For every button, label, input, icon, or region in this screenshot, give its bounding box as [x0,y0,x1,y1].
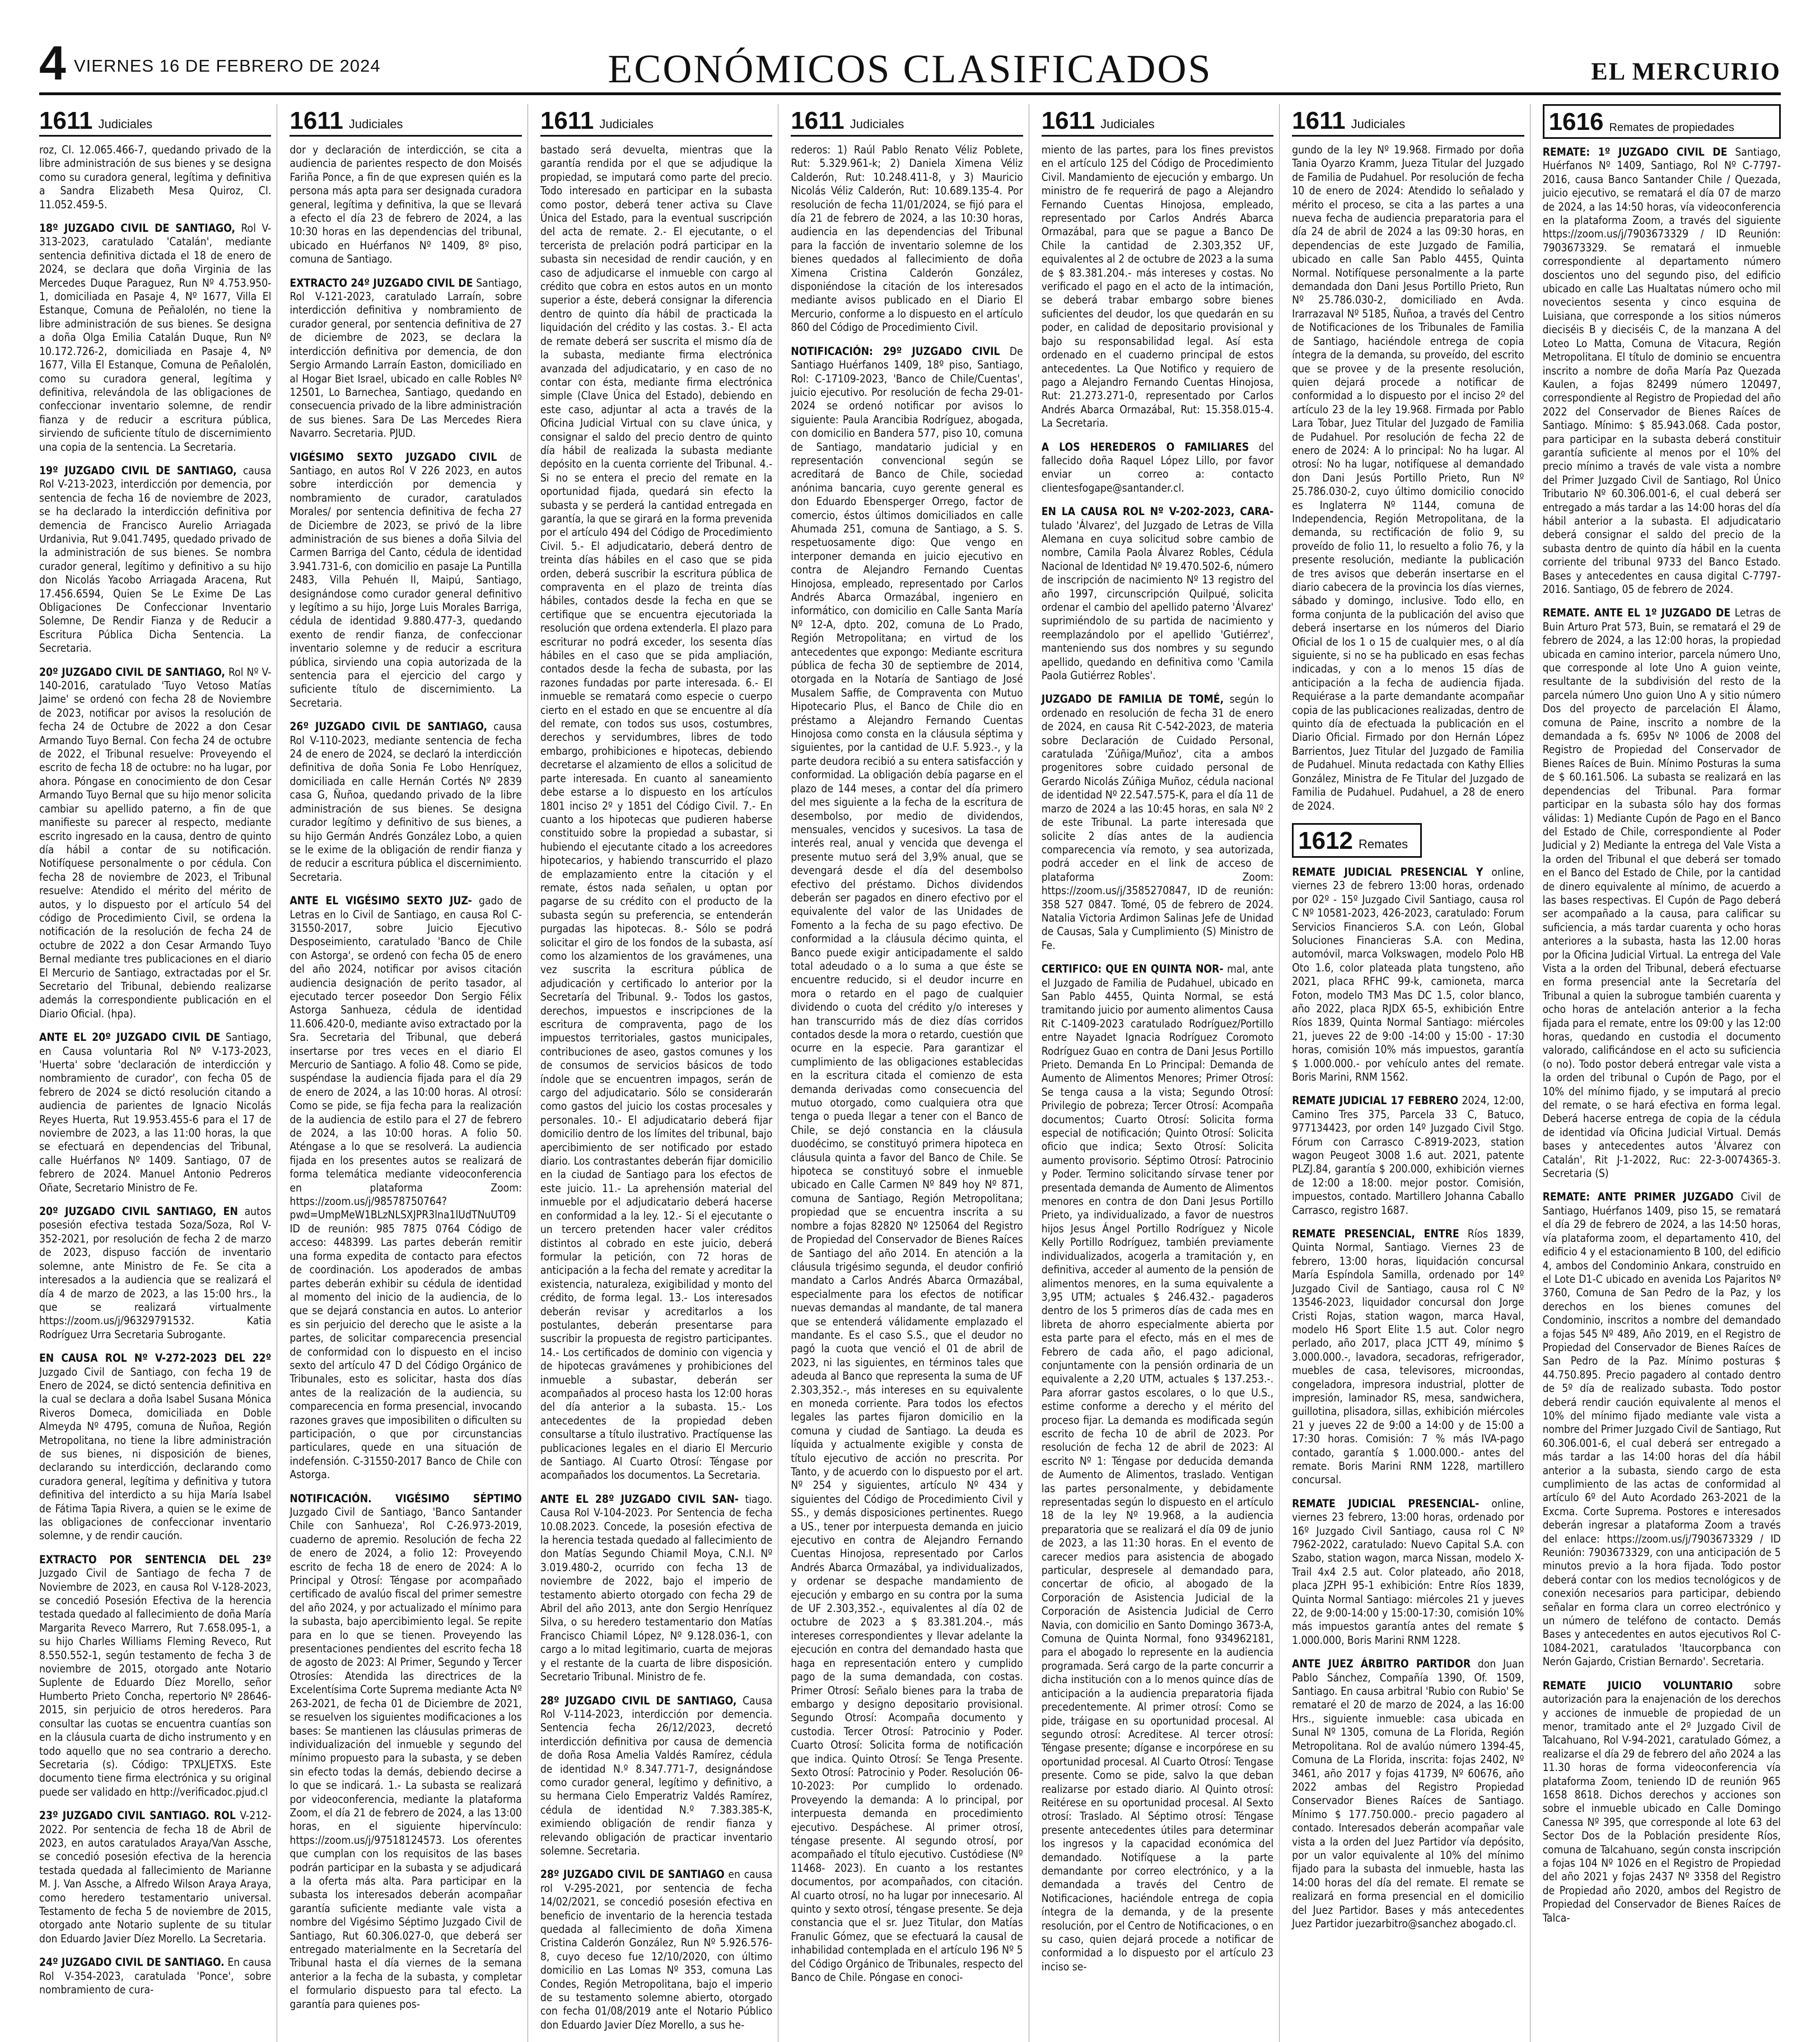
legal-notice [39,1553,271,1799]
category-label: Judiciales [1100,117,1155,131]
classified-column [791,104,1029,2042]
legal-notice [1543,1190,1781,1669]
legal-notice [1042,962,1273,1974]
legal-notice [1543,1679,1781,1925]
notice-body: miento de las partes, para los fines previstos en el artículo 125 del Código de Procedimiento Civil. Mandamiento de ejecución y embargo. Un ministro de fe requerirá de pago a Alejandro Fernando Cuentas Hinojosa, empleado, representado por Carlos Andrés Abarca Ormazábal, para que se pague a Banco De Chile la cantidad de 2.303,352 UF, equivalentes al 2 de octubre de 2023 a la suma de $ 83.381.204.- más intereses y costas. No verificado el pago en el acto de la intimación, se deberá trabar embargo sobre bienes suficientes del deudor, los que quedarán en su poder, en calidad de depositario provisional y bajo su responsabilidad legal. Así esta ordenado en el cuaderno principal de estos antecedentes. La Que Notifico y requiero de pago a Alejandro Fernando Cuentas Hinojosa, Rut: 21.273.271-0, representado por Carlos Andrés Abarca Ormazábal, Rut: 15.358.015-4. La Secretaria. [1041,143,1274,430]
column-header [791,104,1023,137]
notice-title: REMATE JUICIO VOLUNTARIO [1542,1679,1733,1692]
notice-title: 28º JUZGADO CIVIL DE SANTIAGO, [540,1694,737,1707]
notice-body: Santiago, en Causa voluntaria Rol Nº V-173-2023, 'Huerta' sobre 'declaración de interdicción y nombramiento de curador', con fecha 05 de febrero de 2024 se dictó resolución citando a audiencia de parientes de Ignacio Nicolás Reyes Huerta, Rut 19.953.455-6 para el 17 de noviembre de 2023, a las 11:00 horas, la que se efectuará en dependencias del Tribunal, calle Huérfanos Nº 1409. Santiago, 07 de febrero de 2024. Manuel Antonio Pedreros Oñate, Secretario Ministro de Fe. [39,1031,272,1194]
classified-column [39,104,277,2042]
category-code: 1611 [791,107,844,134]
notice-body: Juzgado Civil de Santiago, 'Banco Santander Chile con Sanhueza', Rol C-26.973-2019, cuaderno de apremio. Resolución de fecha 22 de enero de 2024, a folio 12: Proveyendo escrito de fecha 18 de enero de 2024: A lo Principal y Otrosí: Téngase por acompañado certificado de avalúo fiscal del primer semestre del año 2024, y por actualizado el mínimo para la subasta, bajo apercibimiento legal. Se repite para en lo que se tienen. Proveyendo las presentaciones pendientes del escrito fecha 18 de agosto de 2023: Al Primer, Segundo y Tercer Otrosíes: Atendida las directrices de la Excelentísima Corte Suprema mediante Acta Nº 263-2021, de fecha 01 de Diciembre de 2021, se resuelven los siguientes modificaciones a los bases: Se mantienen las cláusulas primeras de individualización del inmueble y segundo del mínimo propuesto para la subasta, y se deben sin efecto todas la demás, debiendo decirse a lo que se indicará. 1.- La subasta se realizará por videoconferencia, mediante la plataforma Zoom, el día 21 de febrero de 2024, a las 13:00 horas, en el siguiente hipervínculo: https://zoom.us/j/97518124573. Los oferentes que cumplan con los requisitos de las bases podrán participar en la subasta y se adjudicará a la oferta más alta. Para participar en la subasta los interesados deberán acompañar garantía suficiente mediante vale vista a nombre del Vigésimo Séptimo Juzgado Civil de Santiago, Rut 60.306.027-0, que deberá ser entregado materialmente en la Secretaría del Tribunal hasta el día viernes de la semana anterior a la fecha de la subasta, y completar el formulario dispuesto para tal efecto. La garantía para quienes pos- [290,1506,522,2011]
notice-body: según lo ordenado en resolución de fecha 31 de enero de 2024, en causa Rit C-542-2023, de materia sobre Declaración de Cuidado Personal, caratulada 'Zúñiga/Muñoz', cita a ambos progenitores sobre cuidado personal de Gerardo Nicolás Zúñiga Muñoz, cédula nacional de identidad Nº 22.547.575-K, para el día 11 de marzo de 2024 a las 10:45 horas, en sala Nº 2 de este Tribunal. La parte interesada que solicite 2 días antes de la audiencia comparecencia vía remoto, y sea autorizada, podrá acceder en el link de acceso de plataforma Zoom: https://zoom.us/j/3585270847, ID de reunión: 358 527 0847. Tomé, 05 de febrero de 2024. Natalia Victoria Ardimon Salinas Jefe de Unidad de Causas, Sala y Cumplimiento (S) Ministro de Fe. [1041,693,1274,952]
notice-body: mal, ante el Juzgado de Familia de Pudahuel, ubicado en San Pablo 4455, Quinta Normal, se está tramitando juicio por aumento alimentos Causa Rit C-1409-2023 caratulado Rodríguez/Portillo entre Nayadet Ignacia Rodríguez Coromoto Rodríguez Guao en contra de Dani Jesus Portillo Prieto. Demanda En Lo Principal: Demanda de Aumento de Alimentos Menores; Primer Otrosí: Se tenga causa a la vista; Segundo Otrosí: Privilegio de pobreza; Tercer Otrosí: Acompaña documentos; Cuarto Otrosí: Solicita forma especial de notificación; Quinto Otrosí: Solicita oficio que indica; Sexto Otrosí: Solicita aumento provisorio. Séptimo Otrosí: Patrocinio y Poder. Termino solicitando sírvase tener por presentada demanda de Aumento de Alimentos menores en contra de don Dani Jesus Portillo Prieto, ya individualizado, a favor de nuestros hijos Jesus Ángel Portillo Rodríguez y Nicole Kelly Portillo Rodríguez, también previamente individualizados, acogerla a tramitación y, en definitiva, acceder al aumento de la pensión de alimentos menores, en la suma equivalente a 3,95 UTM; actuales $ 246.432.- pagaderos dentro de los 5 primeros días de cada mes en libreta de ahorro especialmente abierta por esta parte para el efecto, más en el mes de Febrero de cada año, el pago adicional, conjuntamente con la pensión ordinaria de un equivalente a 2,20 UTM, actuales $ 137.253.-. Para aforrar gastos escolares, o lo que U.S., estime conforme a derecho y el mérito del proceso fijar. La demanda es modificada según escrito de fecha 10 de abril de 2023. Por resolución de fecha 12 de abril de 2023: Al escrito Nº 1: Téngase por deducida demanda de Aumento de Alimentos, traslado. Ventigan las partes personalmente, y debidamente representadas según lo dispuesto en el artículo 18 de la ley Nº 19.968, a la audiencia preparatoria que se realizará el día 09 de junio de 2023, a las 11:30 horas. En el evento de carecer medios para asistencia de abogado particular, despresele al demandado para, concertar de oficio, al abogado de la Corporación de Asistencia Judicial de la Corporación de Asistencia Judicial de Cerro Navia, con domicilio en Santo Domingo 3673-A, Comuna de Quinta Normal, fono 934962181, para el abogado lo represente en la audiencia programada. Será cargo de la parte concurrir a dicha institución con a lo menos quince días de anticipación a la audiencia preparatoria fijada precedentemente. Al primer otrosí: Como se pide, tráigase en su oportunidad procesal. Al segundo otrosí: Acreditese. Al tercer otrosí: Téngase presente; díganse e incorpórese en su oportunidad procesal. Al Cuarto Otrosí: Tengase presente. Como se pide, salvo la que deban realizarse por estado diario. Al Quinto otrosí: Reitérese en su oportunidad procesal. Al Sexto otrosí: Traslado. Al Séptimo otrosí: Téngase presente antecedentes útiles para determinar los ingresos y la capacidad económica del demandado. Notifíquese a la parte demandante por correo electrónico, y a la demandada a través del Centro de Notificaciones, haciéndole entrega de copia íntegra de la demanda, y de la presente resolución, por el Centro de Notificaciones, o en su caso, quien dejará procede a notificar de conformidad a lo dispuesto por el artículo 23 inciso se- [1041,962,1274,1973]
column-header [290,104,521,137]
notice-body: 2024, 12:00, Camino Tres 375, Parcela 33 C, Batuco, 977134423, por orden 14º Juzgado Civil Stgo. Fórum con Carrasco C-8919-2023, station wagon Peugeot 3008 1.6 aut. 2021, patente PLZJ.84, garantía $ 200.000, exhibición viernes de 12:00 a 18:00. mejor postor. Comisión, impuestos, contado. Martillero Johanna Caballo Carrasco, registro 1687. [1292,1094,1524,1217]
notice-body: autos posesión efectiva testada Soza/Soza, Rol V-352-2021, por resolución de fecha 2 de marzo de 2023, dispuso facción de inventario solemne, ante Ministro de Fe. Se cita a interesados a la audiencia que se realizará el día 4 de marzo de 2023, a las 15:00 hrs., la que se realizará virtualmente https://zoom.us/j/96329791532. Katia Rodríguez Urra Secretaria Subrogante. [39,1205,272,1341]
notice-body: tulado 'Álvarez', del Juzgado de Letras de Villa Alemana en cuya solicitud sobre cambio de nombre, Camila Paola Álvarez Robles, Cédula Nacional de Identidad Nº 19.470.502-6, número de inscripción de nacimiento Nº 13 registro del año 1997, circunscripción Quilpué, solicita ordenar el cambio del apellido paterno 'Álvarez' suprimiéndolo de su partida de nacimiento y reemplazándolo por el apellido 'Gutiérrez', manteniendo sus dos nombres y su segundo apellido, quedando en definitiva como 'Camila Paola Gutiérrez Robles'. [1041,518,1274,683]
notice-body: online, viernes 23 febrero, 13:00 horas, ordenado por 16º Juzgado Civil Santiago, causa rol C Nº 7962-2022, caratulado: Nuevo Capital S.A. con Szabo, station wagon, marca Nissan, modelo X-Trail 4x4 2.5 aut. Color plateado, año 2018, placa JZPH 95-1 exhibición: Entre Ríos 1839, Quinta Normal Santiago: miércoles 21 y jueves 22, de 9:00-14:00 y 15:00-17:30, comisión 10% más impuestos garantía antes del remate $ 1.000.000, Boris Marini RNM 1228. [1292,1497,1524,1647]
category-label: Judiciales [98,117,153,131]
legal-notice [290,720,521,884]
notice-title: REMATE JUDICIAL PRESENCIAL Y [1292,865,1483,879]
section-title: ECONÓMICOS CLASIFICADOS [608,46,1212,91]
notice-title: REMATE PRESENCIAL, ENTRE [1292,1227,1459,1241]
column-header [1292,104,1524,137]
legal-notice [39,666,271,1021]
legal-notice [540,1694,772,1858]
notice-body: Santiago, Huérfanos Nº 1409, Santiago, Rol Nº C-7797-2016, causa Banco Santander Chile / Quezada, juicio ejecutivo, se rematará el día 07 de marzo de 2024, a las 14:50 horas, vía videoconferencia en la plataforma Zoom, a través del siguiente https://zoom.us/j/7903673329 / ID Reunión: 7903673329. Se rematará el inmueble correspondiente al departamento número doscientos uno del segundo piso, del edificio ubicado en calle Las Hualtatas número ocho mil novecientos sesenta y cinco esquina de Luisiana, que corresponde a los sitios números dieciséis B y dieciséis C, de la manzana A del Loteo Lo Matta, Comuna de Vitacura, Región Metropolitana. El título de dominio se encuentra inscrito a nombre de doña María Paz Quezada Kaulen, a fojas 82499 número 120497, correspondiente al Registro de Propiedad del año 2022 del Conservador de Bienes Raíces de Santiago. Mínimo: $ 85.943.068. Cada postor, para participar en la subasta deberá constituir garantía suficiente al menos por el 10% del precio mínimo a través de vale vista a nombre del Primer Juzgado Civil de Santiago, Rol Único Tributario Nº 60.306.001-6, el cual deberá ser entregado a más tardar a las 14:00 horas del día hábil anterior a la subasta. El adjudicatario deberá consignar el saldo del precio de la subasta dentro de quinto día hábil en la cuenta corriente del tribunal 9733 del Banco Estado. Bases y antecedentes en causa digital C-7797-2016. Santiago, 05 de febrero de 2024. [1542,146,1781,596]
legal-notice [39,1809,271,1946]
legal-notice [1042,505,1273,683]
classified-column [540,104,778,2042]
notice-body: gado de Letras en lo Civil de Santiago, en causa Rol C-31550-2017, sobre Juicio Ejecutivo Desposeimiento, caratulado 'Banco de Chile con Astorga', se ordenó con fecha 05 de enero del año 2024, notificar por avisos citación audiencia designación de perito tasador, al ejecutado tercer poseedor Don Sergio Félix Astorga Sanhueza, cédula de identidad 11.606.420-0, mediante aviso extractado por la Sra. Secretaria del Tribunal, que deberá insertarse por tres veces en el diario El Mercurio de Santiago. A folio 48. Como se pide, suspéndase la audiencia fijada para el día 29 de enero de 2024, a las 10:00 horas. Al otrosí: Como se pide, se fija fecha para la realización de la audiencia de estilo para el 27 de febrero de 2024, a las 10:00 horas. A folio 50. Aténgase a lo que se resolverá. La audiencia fijada en los presentes autos se realizará de forma telemática mediante videoconferencia en plataforma Zoom: https://zoom.us/j/98578750764?pwd=UmpMeW1BLzNLSXJPR3lna1lUdTNuUT09 ID de reunión: 985 7875 0764 Código de acceso: 448399. Las partes deberán remitir una forma expedita de contacto para efectos de coordinación. Los apoderados de ambas partes deberán exhibir su cédula de identidad al momento del inicio de la audiencia, de lo que se dejará constancia en autos. Lo anterior es sin perjuicio del derecho que le asiste a la partes, de solicitar comparecencia presencial de conformidad con lo dispuesto en el inciso sexto del artículo 47 D del Código Orgánico de Tribunales, esto es solicitar, hasta dos días antes de la realización de la audiencia, su comparecencia en forma presencial, invocando razones graves que imposibiliten o dificulten su participación, o que por circunstancias particulares, quede en una situación de indefensión. C-31550-2017 Banco de Chile con Astorga. [290,894,522,1482]
column-header [39,104,271,137]
notice-body: rederos: 1) Raúl Pablo Renato Véliz Poblete, Rut: 5.329.961-k; 2) Daniela Ximena Véliz Calderón, Rut: 10.248.411-8, y 3) Mauricio Nicolás Véliz Calderón, Rut: 10.689.135-4. Por resolución de fecha 11/01/2024, se fijó para el día 21 de febrero de 2024, a las 10:30 horas, audiencia en las dependencias del Tribunal para la facción de inventario solemne de los bienes quedados al fallecimiento de doña Ximena Cristina Calderón González, disponiéndose la citación de los interesados mediante avisos publicado en el Diario El Mercurio, conforme a lo dispuesto en el artículo 860 del Código de Procedimiento Civil. [791,143,1023,334]
legal-notice [39,1352,271,1543]
notice-body: gundo de la ley Nº 19.968. Firmado por doña Tania Oyarzo Kramm, Jueza Titular del Juzgado de Familia de Pudahuel. Por resolución de fecha 10 de enero de 2024: Atendido lo señalado y mérito el proceso, se cita a las partes a una nueva fecha de audiencia preparatoria para el día 24 de abril de 2024 a las 09:30 horas, en dependencias de este Juzgado de Familia, ubicado en calle San Pablo 4455, Quinta Normal. Notifíquese personalmente a la parte demandada don Dani Jesus Portillo Prieto, Run Nº 25.786.030-2, domiciliado en Avda. Irarrazaval Nº 5185, Ñuñoa, a través del Centro de Notificaciones de los Tribunales de Familia de Santiago, haciéndole entrega de copia íntegra de la demanda, su proveído, del escrito que se provee y de la presente resolución, quien dejará procede a notificar de conformidad a lo dispuesto por el inciso 2º del artículo 23 de la ley 19.968. Firmada por Pablo Lara Tobar, Juez Titular del Juzgado de Familia de Pudahuel. Por resolución de fecha 22 de enero de 2024: A lo principal: No ha lugar. Al otrosí: No ha lugar, notifíquese al demandado don Dani Jesús Portillo Prieto, Run Nº 25.786.030-2, cuyo último domicilio conocido es Inglaterra Nº 1144, comuna de Independencia, Región Metropolitana, de la demanda, su rectificación de folio 9, su proveído de folio 11, lo resuelto a folio 76, y la presente resolución, mediante la publicación de tres avisos que deberán insertarse en el diario cabecera de la provincia los días viernes, sábado y domingo, inclusive. Todo ello, en forma conjunta de la publicación del aviso que deberá insertarse en los números del Diario Oficial de los 1 o 15 de cualquier mes, o al día siguiente, si no se ha publicado en esas fechas indicadas, y con a lo menos 15 días de anticipación a la fecha de audiencia fijada. Requiérase a la parte demandante acompañar copia de las publicaciones realizadas, dentro de quinto día de efectuada la publicación en el Diario Oficial. Firmado por don Hernán López Barrientos, Juez Titular del Juzgado de Familia de Pudahuel. Minuta redactada con Kathy Ellies González, Ministra de Fe Titular del Juzgado de Familia de Pudahuel. Pudahuel, a 28 de enero de 2024. [1292,143,1524,812]
legal-notice [1292,1497,1524,1647]
notice-title: 19º JUZGADO CIVIL DE SANTIAGO, [39,464,237,477]
page-date: VIERNES 16 DE FEBRERO DE 2024 [74,56,381,76]
notice-title: CERTIFICO: QUE EN QUINTA NOR- [1041,962,1224,976]
legal-notice [290,143,521,267]
classified-column [1543,104,1781,2042]
notice-title: 28º JUZGADO CIVIL DE SANTIAGO [540,1868,725,1881]
notice-title: 26º JUZGADO CIVIL DE SANTIAGO, [290,720,488,733]
notice-body: Santiago, Rol V-121-2023, caratulado Larraín, sobre interdicción definitiva y nombramiento de curador general, por sentencia definitiva de 27 de diciembre de 2023, se declara la interdicción definitiva por demencia, de don Sergio Armando Larraín Easton, domiciliado en al Hogar Biet Israel, ubicado en calle Robles Nº 12501, Lo Barnechea, Santiago, quedando en consecuencia privado de la libre administración de sus bienes. Sara De Las Mercedes Riera Navarro. Secretaria. PJUD. [290,276,522,440]
legal-notice [39,1956,271,1997]
category-code: 1611 [290,107,343,134]
notice-title: 23º JUZGADO CIVIL SANTIAGO. ROL [39,1809,236,1823]
legal-notice [290,894,521,1482]
notice-body: causa Rol V-213-2023, interdicción por demencia, por sentencia de fecha 16 de noviembre de 2023, se ha declarado la interdicción definitiva por demencia de Francisco Aurelio Arriagada Urdanivia, Rut 9.041.7495, quedado privado de la administración de sus bienes. Se nombra curador general, legítimo y definitivo a su hijo don Nicolás Yacobo Arriagada Aracena, Rut 17.456.6594, Quien Se Le Exime De Las Obligaciones De Confeccionar Inventario Solemne, De Rendir Fianza y de Reducir a Escritura Pública Dicha Sentencia. La Secretaria. [39,464,272,655]
legal-notice [1292,1094,1524,1217]
legal-notice [791,345,1023,1985]
legal-notice [1042,693,1273,952]
notice-body: Ríos 1839, Quinta Normal, Santiago. Viernes 23 de febrero, 13:00 horas, liquidación concursal María Espíndola Samilla, ordenado por 14º Juzgado Civil de Santiago, causa rol C Nº 13546-2023, liquidador concursal don Jorge Cristi Rojas, station wagon, marca Haval, modelo H6 Sport Elite 1.5 aut. Color negro perlado, año 2017, placa JCTT 49, mínimo $ 3.000.000.-, lavadora, secadoras, refrigerador, muebles de casa, televisores, microondas, congeladora, impresora industrial, plotter de impresión, laminador RS, mesa, sandwichera, guillotina, plisadora, sillas, exhibición miércoles 21 y jueves 22 de 9:00 a 14:00 y de 15:00 a 17:30 horas. Comisión: 7 % más IVA-pago contado, garantía $ 1.000.000.- antes del remate. Boris Marini RNM 1228, martillero concursal. [1292,1227,1524,1487]
column-header [540,104,772,137]
notice-title: REMATE: ANTE PRIMER JUZGADO [1542,1190,1734,1204]
notice-title: ANTE EL VIGÉSIMO SEXTO JUZ- [290,894,472,908]
notice-body: causa Rol V-110-2023, mediante sentencia de fecha 24 de enero de 2024, se declaró la interdicción definitiva de doña Sonia Fe Lobo Henríquez, domiciliada en calle Hernán Cortés Nº 2839 casa G, Ñuñoa, quedando privado de la libre administración de sus bienes. Se designa curador legítimo y definitivo de sus bienes, a su hijo Germán Andrés González Lobo, a quien se le exime de la obligación de rendir fianza y de reducir a escritura pública el discernimiento. Secretaria. [290,720,522,884]
notice-title: REMATE: 1º JUZGADO CIVIL DE [1542,146,1728,158]
notice-title: JUZGADO DE FAMILIA DE TOMÉ, [1041,693,1224,706]
category-code: 1611 [1292,107,1346,134]
legal-notice [290,451,521,711]
column-header [1042,104,1273,137]
subsection-header [1292,823,1422,858]
notice-title: EN LA CAUSA ROL Nº V-202-2023, CARA- [1041,505,1274,518]
legal-notice [290,1492,521,2011]
notice-body: Causa Rol V-114-2023, interdicción por demencia. Sentencia fecha 26/12/2023, decretó interdicción definitiva por causa de demencia de doña Rosa Amelia Valdés Ramírez, cédula de identidad N.º 8.347.771-7, designándose como curador general, legítimo y definitivo, a su hermana Cielo Emperatriz Valdés Ramírez, cédula de identidad N.º 7.383.385-K, eximiendo obligación de rendir fianza y relevando obligación de practicar inventario solemne. Secretaria. [540,1694,773,1857]
notice-body: sobre autorización para la enajenación de los derechos y acciones de inmueble de propiedad de un menor, tramitado ante el 2º Juzgado Civil de Talcahuano, Rol V-94-2021, caratulado Gómez, a realizarse el día 29 de febrero del año 2024 a las 11.30 horas de forma videoconferencia vía plataforma Zoom, teniendo ID de reunión 965 1658 8618. Dichos derechos y acciones son sobre el inmueble ubicado en Calle Domingo Canessa Nº 395, que corresponde al lote 63 del Sector Dos de la Población presidente Ríos, comuna de Talcahuano, según consta inscripción a fojas 104 Nº 1026 en el Registro de Propiedad del año 2021 y fojas 2437 Nº 3358 del Registro de Propiedad año 2020, ambos del Registro de Propiedad del Conservador de Bienes Raíces de Talca- [1542,1679,1781,1924]
legal-notice [1292,143,1524,813]
notice-title: 24º JUZGADO CIVIL DE SANTIAGO. [39,1956,225,1969]
category-code: 1611 [540,107,594,134]
notice-title: EN CAUSA ROL Nº V-272-2023 DEL 22º [39,1352,272,1365]
notice-title: 20º JUZGADO CIVIL SANTIAGO, EN [39,1205,238,1218]
notice-body: dor y declaración de interdicción, se cita a audiencia de parientes respecto de don Moisés Fariña Ponce, a fin de que expresen quién es la persona más apta para ser designada curadora general, legítima y definitiva, la que se llevará a efecto el día 23 de febrero de 2024, a las 10:30 horas en las dependencias del tribunal, ubicado en Huérfanos Nº 1409, 8º piso, comuna de Santiago. [290,143,522,266]
notice-body: roz, CI. 12.065.466-7, quedando privado de la libre administración de sus bienes y se designa como su curadora general, legítima y definitiva a Sandra Elizabeth Mesa Quiroz, CI. 11.052.459-5. [39,143,272,211]
masthead [39,34,1781,95]
legal-notice [290,277,521,441]
newspaper-brand: EL MERCURIO [1591,58,1781,85]
notice-body: Letras de Buin Arturo Prat 573, Buin, se rematará el 29 de febrero de 2024, a las 12:00 horas, la propiedad ubicada en camino interior, parcela número Uno, que corresponde al lote Uno A guion veinte, resultante de la subdivisión del resto de la parcela número Uno guion Uno A y sitio número Dos del proyecto de parcelación El Álamo, comuna de Paine, inscrito a nombre de la demandada a fs. 695v Nº 1006 de 2008 del Registro de Propiedad del Conservador de Bienes Raíces de Buin. Mínimo Posturas la suma de $ 60.161.506. La subasta se realizará en las dependencias del Tribunal. Para formar participar en la subasta sólo hay dos formas válidas: 1) Mediante Cupón de Pago en el Banco del Estado de Chile, correspondiente al Poder Judicial y 2) Mediante la entrega del Vale Vista a la orden del Tribunal el que deberá ser tomado en el Banco del Estado de Chile, por la cantidad de dinero equivalente al mínimo, de acuerdo a las bases respectivas. El Cupón de Pago deberá ser acompañado a la causa, para calificar su suficiencia, a más tardar cuarenta y ocho horas anteriores a la subasta, hasta las 12.00 horas por la Oficina Judicial Virtual. La entrega del Vale Vista a la orden del Tribunal, deberá efectuarse en forma presencial ante la Secretaría del Tribunal a quien la subrogue también cuarenta y ocho horas de antelación anterior a la fecha fijada para el remate, entre los 09:00 y las 12:00 horas, quedando en custodia el documento valorado, calificándose en el acto su suficiencia (o no). Todo postor deberá entregar vale vista a la orden del tribunal o Cupón de Pago, por el 10% del mínimo fijado, y se imputará al precio del remate, o se hará efectiva en forma legal. Deberá hacerse entrega de copia de la cédula de identidad vía Oficina Judicial Virtual. Demás bases y antecedentes autos 'Álvarez con Catalán', Rit J-1-2022, Ruc: 22-3-0074365-3. Secretaria (S) [1542,606,1781,1180]
category-label: Remates [1359,837,1408,851]
notice-title: ANTE EL 28º JUZGADO CIVIL SAN- [540,1492,739,1506]
notice-body: en causa rol V-295-2021, por sentencia de fecha 14/02/2021, se concedió posesión efectiva en beneficio de inventario de la herencia testada quedada al fallecimiento de doña Ximena Cristina Calderón González, Run Nº 5.926.576-8, cuyo deceso fue 12/10/2020, con último domicilio en Las Lomas Nº 353, comuna Las Condes, Región Metropolitana, bajo el imperio de su testamento solemne abierto, otorgado con fecha 01/08/2019 ante el Notario Público don Eduardo Javier Díez Morello, a sus he- [540,1868,773,2031]
notice-body: V-212-2022. Por sentencia de fecha 18 de Abril de 2023, en autos caratulados Araya/Van Assche, se concedió posesión efectiva de la herencia testada quedada al fallecimiento de Marianne M. J. Van Assche, a Alfredo Wilson Araya Araya, como heredero testamentario universal. Testamento de fecha 5 de noviembre de 2015, otorgado ante Notario suplente de su titular don Eduardo Javier Díez Morello. La Secretaria. [39,1809,272,1945]
legal-notice [540,1868,772,2032]
legal-notice [791,143,1023,335]
notice-body: online, viernes 23 de febrero 13:00 horas, ordenado por 02º - 15º Juzgado Civil Santiago, causa rol C Nº 10581-2023, 426-2023, caratulado: Forum Servicios Financieros S.A. con León, Global Soluciones Financieras S.A. con Medina, automóvil, marca Volkswagen, modelo Polo HB Oto 1.6, color plateada plata tungsteno, año 2021, placa RFHC 99-k, camioneta, marca Foton, modelo TM3 Mas DC 1.5, color blanco, año 2022, placa RJDX 65-5, exhibición Entre Ríos 1839, Quinta Normal Santiago: miércoles 21, jueves 22 de 9:00 -14:00 y 15:00 - 17:30 horas, comisión 10% más impuestos, garantía $ 1.000.000.- por vehículo antes del remate. Boris Marini, RNM 1562. [1292,865,1524,1083]
classifieds-columns [39,104,1781,2031]
notice-body: Rol Nº V-140-2016, caratulado 'Tuyo Vetoso Matías Jaime' se ordenó con fecha 28 de Noviembre de 2023, notificar por avisos la resolución de fecha 24 de Octubre de 2022 a don Cesar Armando Tuyo Bernal. Con fecha 24 de octubre de 2022, el Tribunal resuelve: Proveyendo el escrito de fecha 18 de octubre: no ha lugar, por ahora. Póngase en conocimiento de don Cesar Armando Tuyo Bernal que su hijo menor solicita cambiar su apellido paterno, a fin de que manifieste su parecer al respecto, mediante escrito ingresado en la causa, dentro de quinto día hábil a contar de su notificación. Notifíquese personalmente o por cédula. Con fecha 28 de noviembre de 2023, el Tribunal resuelve: Atendido el mérito del mérito de autos, y lo dispuesto por el artículo 54 del código de Procedimiento Civil, se ordena la notificación de la resolución de fecha 24 de octubre de 2022 a don Cesar Armando Tuyo Bernal mediante tres publicaciones en el diario El Mercurio de Santiago, extractadas por el Sr. Secretario del Tribunal, debiendo realizarse además la correspondiente publicación en el Diario Oficial. (hpa). [39,665,272,1020]
notice-title: NOTIFICACIÓN: 29º JUZGADO CIVIL [791,344,1000,358]
notice-title: ANTE EL 20º JUZGADO CIVIL DE [39,1031,221,1044]
notice-title: A LOS HEREDEROS O FAMILIARES [1041,440,1249,454]
category-label: Judiciales [348,117,403,131]
category-code: 1616 [1548,108,1604,135]
category-label: Judiciales [850,117,904,131]
notice-title: REMATE JUDICIAL 17 FEBRERO [1292,1094,1459,1108]
legal-notice [1543,606,1781,1180]
notice-body: Civil de Santiago, Huérfanos 1409, piso 15, se rematará el día 29 de febrero de 2024, a las 14:50 horas, vía plataforma zoom, el departamento 410, del edificio 4 y el estacionamiento B 100, del edificio 4, ambos del Condominio Ankara, construido en el Lote D1-C ubicado en avenida Los Pajaritos Nº 3760, Comuna de San Pedro de la Paz, y los derechos en los bienes comunes del Condominio, inscritos a nombre del demandado a fojas 545 Nº 489, Año 2019, en el Registro de Propiedad del Conservador de Bienes Raíces de San Pedro de la Paz. Mínimo posturas $ 44.750.895. Precio pagadero al contado dentro de 5º día de realizado subasta. Todo postor deberá rendir caución equivalente al menos el 10% del mínimo fijado mediante vale vista a nombre del Primer Juzgado Civil de Santiago, Rut 60.306.001-6, el cual deberá ser entregado a más tardar a las 14:00 horas del día hábil anterior a la subasta, siendo cargo de esta cumplimiento de las actas de conformidad al artículo 6º del Auto Acordado 263-2021 de la Excma. Corte Suprema. Postores e interesados deberán ingresar a plataforma Zoom a través del enlace: https://zoom.us/j/7903673329 / ID Reunión: 7903673329, con una anticipación de 5 minutos previo a la hora fijada. Todo postor deberá contar con los medios tecnológicos y de conexión necesarios para participar, debiendo señalar en forma clara un correo electrónico y un número de teléfono de contacto. Demás Bases y antecedentes en autos ejecutivos Rol C-1084-2021, caratulados 'Itaucorpbanca con Nerón Gajardo, Cristian Bernardo'. Secretaria. [1542,1190,1781,1669]
classified-column [290,104,528,2042]
legal-notice [1292,866,1524,1085]
notice-body: de Santiago, en autos Rol V 226 2023, en autos sobre interdicción por demencia y nombramiento de curador, caratulados Morales/ por sentencia definitiva de fecha 27 de Diciembre de 2023, se privó de la libre administración de sus bienes a doña Silvia del Carmen Barriga del Canto, cédula de identidad 3.941.731-6, con domicilio en pasaje La Puntilla 2483, Villa Pehuén II, Maipú, Santiago, designándose como curador general definitivo y legítimo a su hijo, Jorge Luis Morales Barriga, cédula de identidad 9.880.477-3, quedando exento de rendir fianza, de confeccionar inventario solemne y de reducir a escritura pública, sirviendo una copia autorizada de la sentencia para el ejercicio del cargo y suficiente título de discernimiento. La Secretaria. [290,450,522,709]
column-header [1543,104,1781,139]
legal-notice [1543,146,1781,596]
notice-body: En causa Rol V-354-2023, caratulada 'Ponce', sobre nombramiento de cura- [39,1956,272,1996]
notice-title: EXTRACTO 24º JUZGADO CIVIL DE [290,276,473,289]
notice-title: REMATE. ANTE EL 1º JUZGADO DE [1542,606,1731,620]
notice-body: Juzgado Civil de Santiago, con fecha 19 de Enero de 2024, se dictó sentencia definitiva en la cual se declara a doña Isabel Susana Mónica Riveros Domeca, domiciliada en Doble Almeyda Nº 4795, comuna de Ñuñoa, Región Metropolitana, no tiene la libre administración de sus bienes, ni disposición de bienes, declarando su interdicción, declarando como curadora general, legítima y definitiva y tutora definitiva del interdicto a su hija María Isabel de Fátima Tapia Rivera, a quien se le exime de las obligaciones de confeccionar inventario solemne, y de rendir caución. [39,1365,272,1543]
notice-body: Juzgado Civil de Santiago de fecha 7 de Noviembre de 2023, en causa Rol V-128-2023, se concedió Posesión Efectiva de la herencia testada quedado al fallecimiento de doña María Margarita Reveco Marrero, Rut 7.658.095-1, a su hijo Charles Williams Fleming Reveco, Rut 8.550.552-1, según testamento de fecha 3 de noviembre de 2015, otorgado ante Notario Suplente de Eduardo Díez Morello, señor Humberto Prieto Concha, repertorio Nº 28646-2015, sin perjuicio de otros herederos. Para consultar las cuotas se encuentra cuantías son en la cláusula cuarta de dicho instrumento y en todo aquello que no sea contrario a derecho. Secretaria (s). Código: TPXLJETXS. Este documento tiene firma electrónica y su original puede ser validado en http://verificadoc.pjud.cl [39,1567,272,1798]
notice-title: 18º JUZGADO CIVIL DE SANTIAGO, [39,222,236,235]
category-label: Judiciales [599,117,654,131]
category-code: 1612 [1298,826,1354,854]
legal-notice [39,1205,271,1342]
notice-title: 20º JUZGADO CIVIL DE SANTIAGO, [39,665,226,679]
legal-notice [39,464,271,656]
category-code: 1611 [39,107,93,134]
legal-notice [1042,143,1273,431]
notice-body: bastado será devuelta, mientras que la garantía rendida por el que se adjudique la propiedad, se imputará como parte del precio. Todo interesado en participar en la subasta como postor, deberá tener activa su Clave Única del Estado, para la eventual suscripción del acta de remate. 2.- El ejecutante, o el tercerista de prelación podrá participar en la subasta sin necesidad de rendir caución, y en caso de adjudicarse el inmueble con cargo al crédito que cobra en estos autos en un monto superior a éste, deberá consignar la diferencia dentro de quinto día hábil de practicada la liquidación del crédito y las costas. 3.- El acta de remate deberá ser suscrita el mismo día de la subasta, mediante firma electrónica avanzada del adjudicatario, y en caso de no contar con ésta, mediante firma electrónica simple (Clave Única del Estado), debiendo en este caso, adjuntar al acta a través de la Oficina Judicial Virtual con su clave única, y consignar el saldo del precio dentro de quinto día hábil de realizada la subasta mediante depósito en la cuenta corriente del Tribunal. 4.- Si no se entera el precio del remate en la oportunidad fijada, quedará sin efecto la subasta y se perderá la cantidad entregada en garantía, la que se girará en la forma prevenida por el artículo 494 del Código de Procedimiento Civil. 5.- El adjudicatario, deberá dentro de treinta días hábiles en el caso que se pida orden, deberá suscribir la escritura pública de compraventa en el plazo de treinta días hábiles, contados desde la fecha en que se certifique que se encuentra ejecutoriada la resolución que ordena extenderla. El plazo para escriturar no podrá exceder, los sesenta días hábiles en el caso que se pida ampliación, contados desde la fecha de subasta, por las razones fundadas por parte interesada. 6.- El inmueble se rematará como especie o cuerpo cierto en el estado en que se encuentre al día del remate, con todos sus usos, costumbres, derechos y servidumbres, libres de todo embargo, prohibiciones e hipotecas, debiendo decretarse el alzamiento de ellos a solicitud de parte interesada. En cuanto al saneamiento debe estarse a lo dispuesto en los artículos 1801 inciso 2º y 1851 del Código Civil. 7.- En cuanto a los hipotecas que pudieren haberse constituido sobre la propiedad a subastar, si hubiendo el ejecutante citado a los acreedores hipotecarios, y habiendo transcurrido el plazo de emplazamiento entre la citación y el remate, éstos nada señalen, u optan por pagarse de su crédito con el producto de la subasta según su preferencia, se entenderán purgadas las hipotecas. 8.- Sólo se podrá solicitar el giro de los fondos de la subasta, así como los alzamientos de los gravámenes, una vez suscrita la escritura pública de adjudicación y certificado lo anterior por la Secretaría del Tribunal. 9.- Todos los gastos, derechos, impuestos e inscripciones de la escritura de compraventa, pago de los impuestos territoriales, gastos municipales, contribuciones de aseo, gastos comunes y los de consumos de servicios básicos de todo índole que se encuentren impagos, serán de cargo del adjudicatario. Sólo se considerarán como gastos del juicio los costas procesales y personales. 10.- El adjudicatario deberá fijar domicilio dentro de los límites del tribunal, bajo apercibimiento de ser notificado por estado diario. Los contrastantes deberán fijar domicilio en la ciudad de Santiago para los efectos de este juicio. 11.- La aprehensión material del inmueble por el adjudicatario deberá hacerse en conformidad a la ley. 12.- Si el ejecutante o un tercero pretenden hacer valer créditos distintos al cobrado en este juicio, deberá formular la petición, con 72 horas de anticipación a la fecha del remate y acreditar la existencia, naturaleza, exigibilidad y monto del crédito, de forma legal. 13.- Los interesados deberán revisar y acreditarlos a los postulantes, deberán presentarse para suscribir la propuesta de registro participantes. 14.- Los certificados de dominio con vigencia y de hipotecas gravámenes y prohibiciones del inmueble a subastar, deberán ser acompañados al proceso hasta los 12:00 horas del día anterior a la subasta. 15.- Los antecedentes de la propiedad deben consultarse a título ilustrativo. Practíquense las publicaciones legales en el diario El Mercurio de Santiago. Al Cuarto Otrosí: Téngase por acompañados los documentos. La Secretaria. [540,143,773,1482]
legal-notice [540,143,772,1483]
classified-column [1292,104,1530,2042]
page-number: 4 [39,36,66,90]
classified-column [1042,104,1280,2042]
legal-notice [1292,1657,1524,1931]
category-label: Remates de propiedades [1609,122,1734,134]
legal-notice [1042,441,1273,496]
legal-notice [540,1493,772,1684]
notice-title: NOTIFICACIÓN. VIGÉSIMO SÉPTIMO [290,1492,522,1505]
notice-body: Rol V-313-2023, caratulado 'Catalán', mediante sentencia definitiva dictada el 18 de enero de 2024, se declara que doña Virginia de las Mercedes Duque Paraguez, Run Nº 4.753.950-1, domiciliada en Pasaje 4, Nº 1677, Villa El Estanque, Comuna de Peñalolén, no tiene la libre administración de sus bienes. Se designa a doña Olga Emilia Catalán Duque, Run Nº 10.172.726-2, domiciliada en Pasaje 4, Nº 1677, Villa El Estanque, Comuna de Peñalolén, como su curadora general, legítima y definitiva, relevándola de las obligaciones de confeccionar inventario solemne, de rendir fianza y de reducir a escritura pública, sirviendo de suficiente título de discernimiento una copia de la sentencia. La Secretaria. [39,222,272,454]
legal-notice [1292,1227,1524,1487]
notice-title: REMATE JUDICIAL PRESENCIAL- [1292,1497,1480,1510]
notice-body: De Santiago Huérfanos 1409, 18º piso, Santiago, Rol: C-17109-2023, 'Banco de Chile/Cuentas', juicio ejecutivo. Por resolución de fecha 29-01-2024 se ordenó notificar por avisos lo siguiente: Paula Arancibia Rodríguez, abogada, con domicilio en Bandera 577, piso 10, comuna de Santiago, mandatario judicial y en representación convencional según se acreditará de Banco de Chile, sociedad anónima bancaria, cuyo gerente general es don Eduardo Ebensperger Orrego, factor de comercio, éstos últimos domiciliados en calle Ahumada 251, comuna de Santiago, a S. S. respetuosamente digo: Que vengo en interponer demanda en juicio ejecutivo en contra de Alejandro Fernando Cuentas Hinojosa, empleado, representado por Carlos Andrés Abarca Ormazábal, ingeniero en informático, con domicilio en Calle Santa María Nº 12-A, dpto. 202, comuna de Lo Prado, Región Metropolitana; en virtud de los antecedentes que expongo: Mediante escritura pública de fecha 30 de septiembre de 2014, otorgada en la Notaría de Santiago de José Musalem Saffie, de Compraventa con Mutuo Hipotecario Plus, el Banco de Chile dio en préstamo a Alejandro Fernando Cuentas Hinojosa como consta en la cláusula séptima y siguientes, por la cantidad de U.F. 5.923.-, y la parte deudora recibió a su entera satisfacción y conformidad. La obligación debía pagarse en el plazo de 144 meses, a contar del día primero del mes siguiente a la fecha de la escritura de desembolso, por medio de dividendos, mensuales, vencidos y sucesivos. La tasa de interés real, anual y vencida que devenga el presente mutuo será del 3,9% anual, que se devengará desde el día del desembolso efectivo del préstamo. Dichos dividendos deberán ser pagados en dinero efectivo por el equivalente del valor de las Unidades de Fomento a la fecha de su pago efectivo. De conformidad a la cláusula décimo quinta, el Banco puede exigir anticipadamente el saldo total adeudado o a lo suma a que éste se encuentre reducido, si el deudor incurre en mora o retardo en el pago de cualquier dividendo o cuota del crédito y/o intereses y han transcurrido más de diez días corridos contados desde la mora o retardo, cuestión que ocurre en la especie. Para garantizar el cumplimiento de las obligaciones establecidas en la escritura citada el comienzo de esta demanda derivadas como consecuencia del mutuo otorgado, como cualquiera otra que tenga o pueda llegar a tener con el Banco de Chile, se dejó constancia en la cláusula duodécimo, se constituyó primera hipoteca en cláusula quinta a favor del Banco de Chile. Se hipoteca se constituyó sobre el inmueble ubicado en Calle Carmen Nº 849 hoy Nº 871, comuna de Santiago, Región Metropolitana; propiedad que se encuentra inscrita a su nombre a fojas 82820 Nº 125064 del Registro de Propiedad del Conservador de Bienes Raíces de Santiago del año 2014. En atención a la cláusula trigésimo segunda, el deudor confirió mandato a Carlos Andrés Abarca Ormazábal, especialmente para los efectos de notificar nuevas demandas al mandante, de tal manera que se entenderá válidamente emplazado el mandante. Es el caso S.S., que el deudor no pagó la cuota que venció el 01 de abril de 2023, ni las siguientes, en términos tales que adeuda al Banco que representa la suma de UF 2.303,352.-, más intereses en su equivalente en moneda corriente. Para todos los efectos legales las partes fijaron domicilio en la comuna y ciudad de Santiago. La deuda es líquida y actualmente exigible y consta de título ejecutivo de acción no prescrita. Por Tanto, y de acuerdo con lo dispuesto por el art. Nº 254 y siguientes, artículo Nº 434 y siguientes del Código de Procedimiento Civil y SS., y demás disposiciones pertinentes. Ruego a US., tener por interpuesta demanda en juicio ejecutivo en contra de Alejandro Fernando Cuentas Hinojosa, representado por Carlos Andrés Abarca Ormazábal, ya individualizados, y ordenar se despache mandamiento de ejecución y embargo en su contra por la suma de UF 2.303,352.-, equivalentes al día 02 de octubre de 2023 a $ 83.381.204.-, más intereses correspondientes y llevar adelante la ejecución en contra del demandado hasta que haga en representación entero y cumplido pago de la suma demandada, con costas. Primer Otrosí: Señalo bienes para la traba de embargo y designo depositario provisional. Segundo Otrosí: Acompaña documento y custodia. Tercer Otrosí: Patrocinio y Poder. Cuarto Otrosí: Solicita forma de notificación que indica. Quinto Otrosí: Se Tenga Presente. Sexto Otrosí: Patrocinio y Poder. Resolución 06-10-2023: Por cumplido lo ordenado. Proveyendo la demanda: A lo principal, por interpuesta demanda en procedimiento ejecutivo. Despáchese. Al primer otrosí, téngase presente. Al segundo otrosí, por acompañado el título ejecutivo. Custódiese (Nº 11468- 2023). En cuanto a los restantes documentos, por acompañados, con citación. Al cuarto otrosí, no ha lugar por innecesario. Al quinto y sexto otrosí, téngase presente. Se deja constancia que el sr. Juez Titular, don Matías Franulic Gómez, que se efectuará la causal de inhabilidad contemplada en el artículo 196 Nº 5 del Código Orgánico de Tribunales, respecto del Banco de Chile. Póngase en conoci- [791,344,1023,1984]
notice-title: ANTE JUEZ ÁRBITRO PARTIDOR [1292,1657,1471,1671]
notice-body: tiago. Causa Rol V-104-2023. Por Sentencia de fecha 10.08.2023. Concede, la posesión efectiva de la herencia testada quedado al fallecimiento de don Matías Segundo Chiamil Moya, C.N.I. Nº 3.019.480-2, ocurrido con fecha 13 de noviembre de 2022, bajo el imperio de testamento abierto otorgado con fecha 29 de Abril del año 2013, ante don Sergio Henríquez Silva, o su heredero testamentario don Matías Francisco Chiamil López, Nº 9.128.036-1, con cargo a lo mitad legitimario, cuarta de mejoras y el restante de la cuarta de libre disposición. Secretario Tribunal. Ministro de fe. [540,1492,773,1684]
notice-title: VIGÉSIMO SEXTO JUZGADO CIVIL [290,450,497,464]
notice-body: del fallecido doña Raquel López Lillo, por favor enviar un correo a: contacto clientesfogape@santander.cl. [1041,440,1274,494]
legal-notice [39,222,271,454]
category-code: 1611 [1041,107,1095,134]
legal-notice [39,1031,271,1195]
notice-title: EXTRACTO POR SENTENCIA DEL 23º [39,1553,272,1566]
legal-notice [39,143,271,212]
category-label: Judiciales [1351,117,1406,131]
notice-body: don Juan Pablo Sánchez, Compañía 1390, Of. 1509, Santiago. En causa arbitral 'Rubio con Rubio' Se remataré el 20 de marzo de 2024, a las 16:00 Hrs., siguiente inmueble: casa ubicada en Sunal Nº 1305, comuna de La Florida, Región Metropolitana. Rol de avalúo número 1394-45, Comuna de La Florida, inscrita: fojas 2402, Nº 3461, año 2017 y fojas 41739, Nº 60676, año 2022 ambas del Registro Propiedad Conservador Bienes Raíces de Santiago. Mínimo $ 177.750.000.- precio pagadero al contado. Interesados deberán acompañar vale vista a la orden del Juez Partidor vía depósito, por un valor equivalente al 10% del mínimo fijado para la subasta del inmueble, hasta las 14:00 horas del día del remate. El remate se realizará en forma presencial en el domicilio del Juez Partidor. Bases y más antecedentes Juez Partidor juezarbitro@sanchez abogado.cl. [1292,1657,1524,1930]
